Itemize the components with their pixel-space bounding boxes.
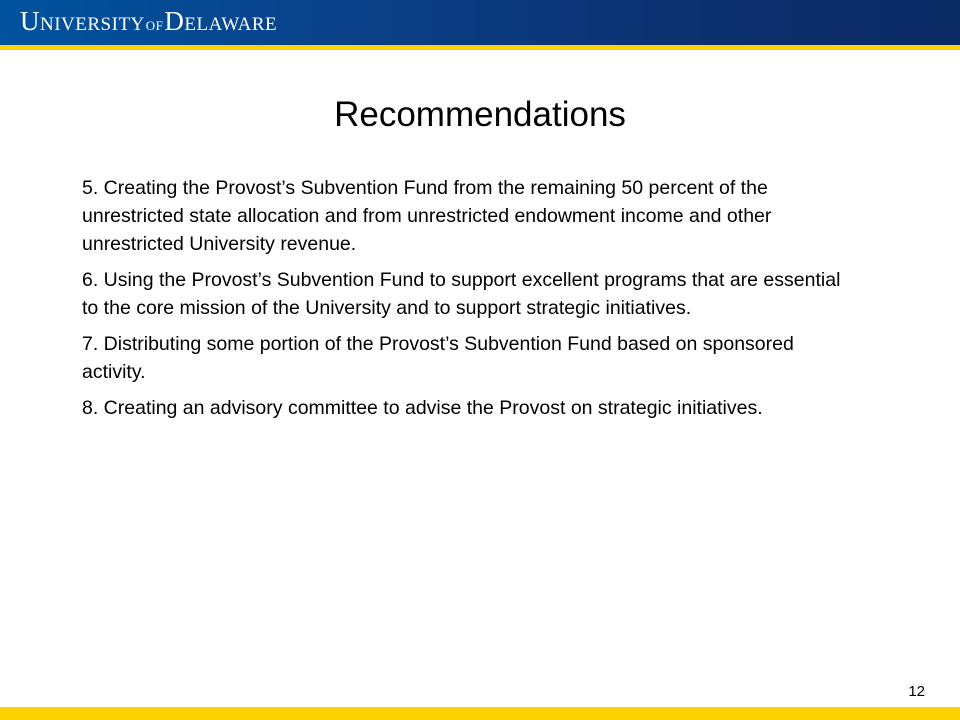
slide-title: Recommendations — [334, 95, 626, 134]
logo-letter-d: D — [164, 6, 185, 36]
logo-word-of: OF — [145, 18, 164, 33]
logo-letter-u: U — [20, 6, 40, 36]
university-of-delaware-logo — [20, 8, 277, 35]
footer-gold-rule — [0, 707, 960, 720]
header-gold-rule — [0, 45, 960, 50]
logo-word-niversity: NIVERSITY — [40, 14, 145, 35]
recommendations-list — [82, 174, 862, 430]
recommendation-item-5: 5. Creating the Provost’s Subvention Fund from the remaining 50 percent of the unrestricted state allocation and from unrestricted endowment income and other unrestricted University revenue. — [82, 177, 772, 255]
page-number: 12 — [908, 683, 925, 700]
logo-word-elaware: ELAWARE — [184, 14, 278, 35]
recommendation-item-8: 8. Creating an advisory committee to advise the Provost on strategic initiatives. — [82, 397, 763, 419]
recommendation-item-6: 6. Using the Provost’s Subvention Fund to support excellent programs that are essential to the core mission of the University and to support strategic initiatives. — [82, 269, 841, 319]
recommendation-item-7: 7. Distributing some portion of the Provost’s Subvention Fund based on sponsored activity. — [82, 333, 794, 383]
